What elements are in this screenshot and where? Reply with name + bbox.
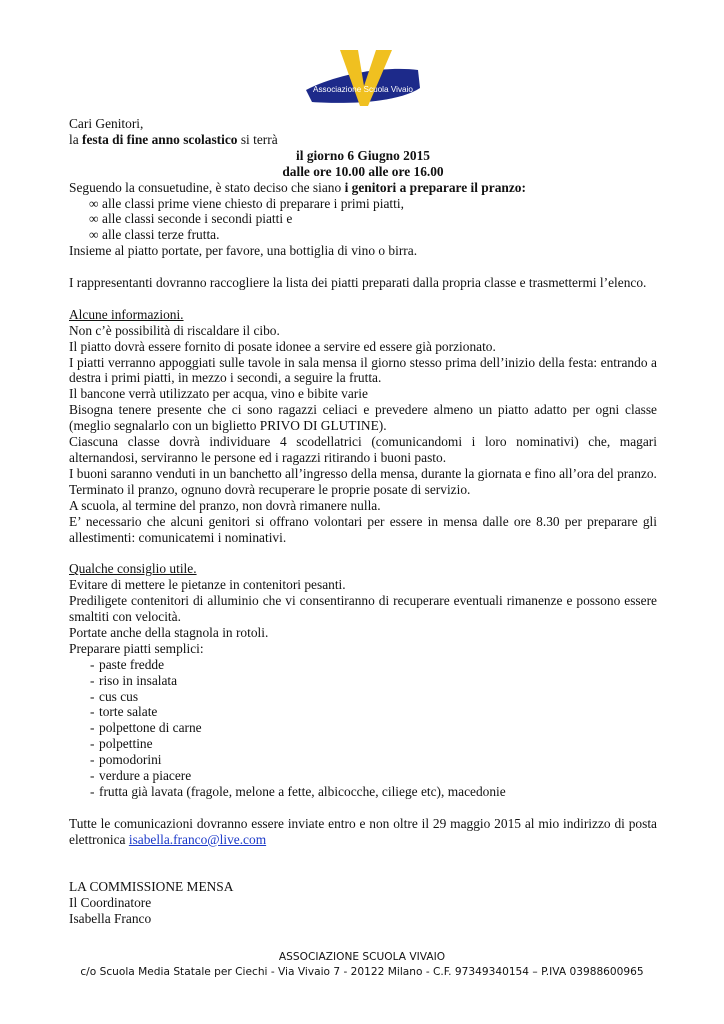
class-assignments [69, 196, 657, 244]
footer-association: ASSOCIAZIONE SCUOLA VIVAIO [278, 951, 446, 963]
info-item: Non c’è possibilità di riscaldare il cibo. [69, 322, 280, 338]
list-item: - frutta già lavata (fragole, melone a fette, albicocche, ciliege etc), macedonie [90, 784, 506, 800]
wine-note: Insieme al piatto portate, per favore, una bottiglia di vino o birra. [69, 243, 418, 259]
list-item: ∞ alle classi prime viene chiesto di preparare i primi piatti, [89, 195, 404, 211]
info-item: I piatti verranno appoggiati sulle tavole in sala mensa il giorno stesso prima dell’inizio della festa: entrando a destra i primi piatti, in mezzo i secondi, a seguire la frutta. [69, 354, 657, 386]
list-item: - torte salate [90, 704, 158, 720]
greeting: Cari Genitori, [69, 116, 144, 131]
info-item: Terminato il pranzo, ognuno dovrà recuperare le proprie posate di servizio. [69, 481, 471, 497]
logo-text: Associazione Scuola Vivaio [313, 85, 413, 94]
list-item: - cus cus [90, 688, 139, 704]
info-heading: Alcune informazioni. [69, 306, 184, 322]
list-item: - riso in insalata [90, 672, 178, 688]
info-item: Il bancone verrà utilizzato per acqua, vino e bibite varie [69, 386, 368, 402]
dish-list [69, 657, 657, 800]
email-link[interactable]: isabella.franco@live.com [128, 831, 267, 847]
event-name: festa di fine anno scolastico [82, 131, 238, 147]
list-item: - paste fredde [90, 656, 165, 672]
list-item: - verdure a piacere [90, 768, 192, 784]
event-time: dalle ore 10.00 alle ore 16.00 [282, 163, 444, 179]
info-item: A scuola, al termine del pranzo, non dovrà rimanere nulla. [69, 497, 381, 513]
intro-line: la festa di fine anno scolastico si terrà [69, 131, 278, 147]
signature-name: Isabella Franco [69, 911, 152, 927]
info-item: I buoni saranno venduti in un banchetto all’ingresso della mensa, durante la giornata e fino all’ora del pranzo. [69, 465, 657, 481]
list-item: ∞ alle classi terze frutta. [89, 227, 220, 243]
list-item: - pomodorini [90, 752, 162, 768]
info-item: Il piatto dovrà essere fornito di posate idonee a servire ed essere già porzionato. [69, 338, 496, 354]
list-item: - polpettone di carne [90, 720, 202, 736]
infinity-bullet-icon: ∞ [89, 227, 99, 243]
representatives-note: I rappresentanti dovranno raccogliere la lista dei piatti preparati dalla propria classe e trasmettermi l’elenco. [69, 275, 647, 291]
advice-item: Prediligete contenitori di alluminio che vi consentiranno di recuperare eventuali rimanenze e possono essere smaltiti con velocità. [69, 593, 657, 625]
letter-body [69, 116, 657, 927]
closing-paragraph: Tutte le comunicazioni dovranno essere inviate entro e non oltre il 29 maggio 2015 al mio indirizzo di posta elettronica isabella.franco@live.com [69, 815, 657, 847]
infinity-bullet-icon: ∞ [89, 211, 99, 227]
advice-item: Evitare di mettere le pietanze in contenitori pesanti. [69, 577, 346, 593]
info-item: Ciascuna classe dovrà individuare 4 scodellatrici (comunicandomi i loro nominativi) che, magari alternandosi, serviranno le persone ed i ragazzi ritirando i buoni pasto. [69, 434, 657, 465]
info-item: Bisogna tenere presente che ci sono ragazzi celiaci e prevedere almeno un piatto adatto per ogni classe (meglio segnalarlo con un biglietto PRIVO DI GLUTINE). [69, 402, 657, 434]
infinity-bullet-icon: ∞ [89, 195, 99, 211]
signature-committee: LA COMMISSIONE MENSA [69, 879, 234, 895]
event-date: il giorno 6 Giugno 2015 [296, 147, 430, 163]
footer-address: c/o Scuola Media Statale per Ciechi - Via Vivaio 7 - 20122 Milano - C.F. 97349340154 – P.IVA 03988600965 [80, 966, 644, 978]
custom-line: Seguendo la consuetudine, è stato deciso che siano i genitori a preparare il pranzo: [69, 179, 526, 195]
association-logo [300, 46, 424, 108]
advice-item: Portate anche della stagnola in rotoli. [69, 624, 269, 640]
list-item: - polpettine [90, 736, 153, 752]
info-item: E’ necessario che alcuni genitori si offrano volontari per essere in mensa dalle ore 8.30 per preparare gli allestimenti: comunicatemi i nominativi. [69, 513, 657, 545]
advice-item: Preparare piatti semplici: [69, 640, 204, 656]
advice-heading: Qualche consiglio utile. [69, 561, 197, 577]
signature-role: Il Coordinatore [69, 895, 152, 911]
list-item: ∞ alle classi seconde i secondi piatti e [89, 211, 293, 227]
